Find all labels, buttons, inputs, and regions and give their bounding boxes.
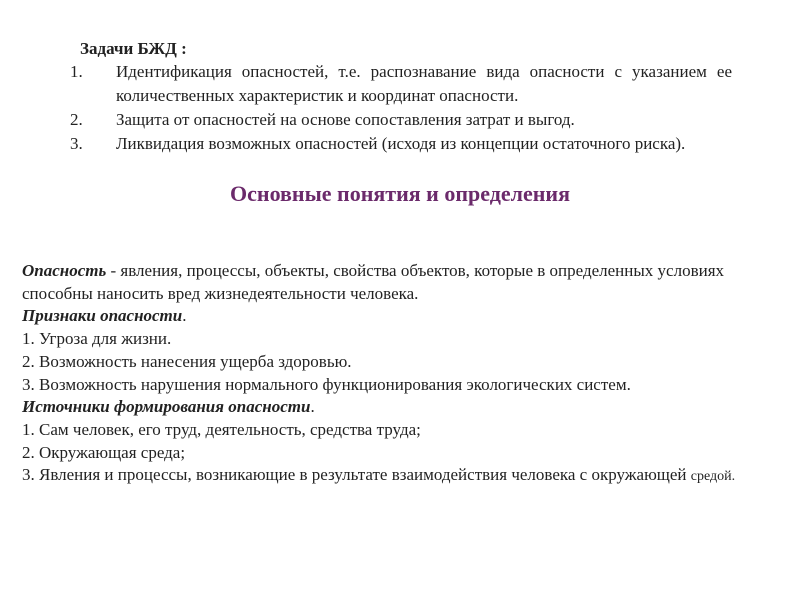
list-item-text: 3. Явления и процессы, возникающие в результате взаимодействия человека с окружающей: [22, 465, 691, 485]
list-item-small-text: средой.: [690, 469, 736, 485]
task-text: Ликвидация возможных опасностей (исходя из концепции остаточного риска).: [116, 134, 686, 153]
signs-heading-text: Признаки опасности: [22, 306, 183, 326]
signs-heading-tail: .: [182, 306, 187, 326]
sources-heading: [22, 396, 782, 419]
tasks-heading: Задачи БЖД :: [80, 39, 187, 58]
task-number: 1.: [70, 62, 83, 81]
task-item-1: [70, 60, 732, 108]
list-item: 1. Сам человек, его труд, деятельность, средства труда;: [22, 419, 421, 439]
list-item: 2. Возможность нанесения ущерба здоровью.: [22, 351, 352, 371]
list-item: 3. Возможность нарушения нормального функционирования экологических систем.: [22, 374, 631, 394]
sources-heading-tail: .: [310, 397, 315, 417]
definitions-content: [22, 260, 782, 489]
danger-definition-text: - явления, процессы, объекты, свойства объектов, которые в определенных условиях способны наносить вред жизнедеятельности человека.: [22, 261, 725, 303]
sources-heading-text: Источники формирования опасности: [22, 397, 311, 417]
list-item: 2. Окружающая среда;: [22, 442, 186, 462]
task-text: Идентификация опасностей, т.е. распознавание вида опасности с указанием ее количественных характеристик и координат опасности.: [116, 62, 732, 105]
danger-definition: [22, 260, 782, 305]
list-item: [22, 464, 782, 489]
task-number: 2.: [70, 110, 83, 129]
task-text: Защита от опасностей на основе сопоставления затрат и выгод.: [116, 110, 575, 129]
task-item-3: [70, 132, 732, 156]
danger-term: Опасность: [22, 261, 107, 280]
task-list: [70, 60, 732, 156]
task-item-2: [70, 108, 732, 132]
list-item: 1. Угроза для жизни.: [22, 329, 172, 349]
task-number: 3.: [70, 134, 83, 153]
section-title: Основные понятия и определения: [230, 181, 570, 206]
signs-heading: [22, 305, 782, 328]
